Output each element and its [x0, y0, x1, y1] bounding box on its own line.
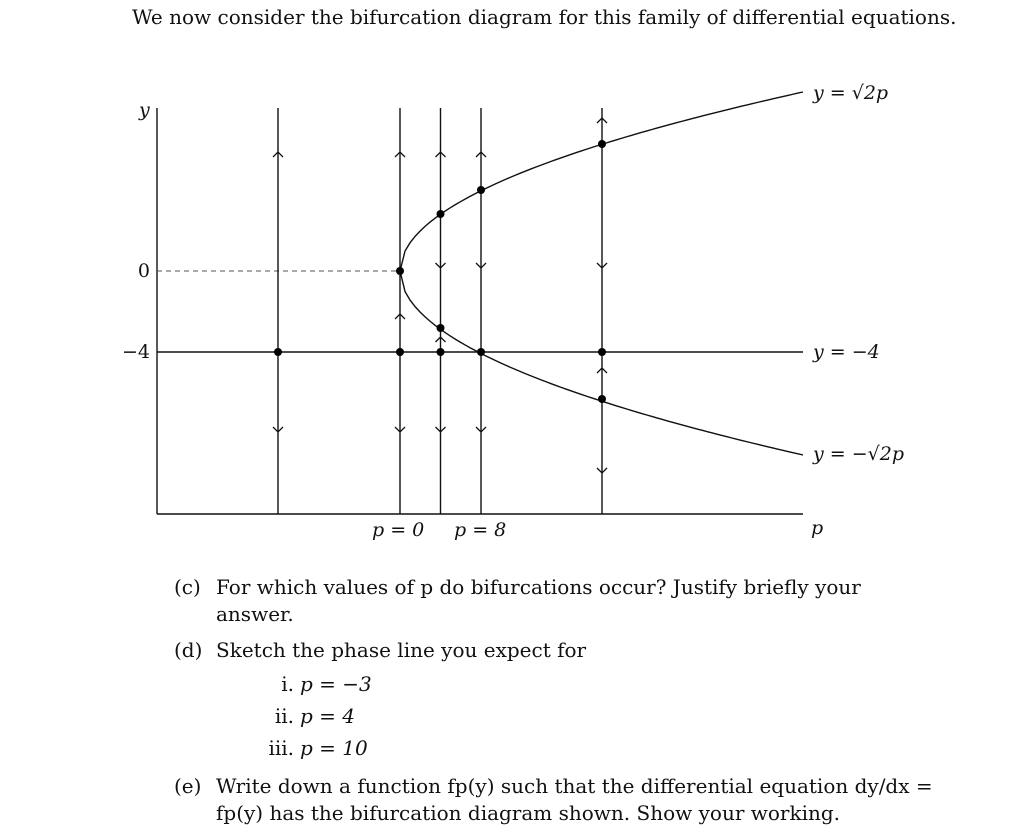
equilibrium-point [598, 348, 606, 356]
p-tick-label: p = 0 [372, 519, 425, 541]
equilibrium-point [437, 348, 445, 356]
question-e-text: Write down a function fp(y) such that the differential equation dy/dx = fp(y) has the bifurcation diagram shown. Show your working. [216, 774, 933, 825]
y-axis-label: y [139, 99, 150, 121]
labels [122, 82, 904, 541]
y-tick-label: −4 [121, 341, 150, 363]
question-d [174, 637, 934, 764]
curve-label-horizontal: y = −4 [813, 341, 880, 363]
question-d-item-text: p = 4 [300, 704, 355, 728]
question-d-item [260, 732, 934, 764]
question-e [174, 773, 934, 827]
equilibrium-point [598, 395, 606, 403]
question-c-label: (c) [174, 575, 201, 599]
question-d-item-label: iii. [268, 736, 294, 760]
questions [174, 574, 934, 836]
question-d-items [260, 668, 934, 764]
equilibrium-point [477, 186, 485, 194]
question-d-text: Sketch the phase line you expect for [216, 638, 587, 662]
phase-lines [273, 108, 607, 514]
question-d-item-label: i. [281, 672, 294, 696]
question-e-label: (e) [174, 774, 202, 798]
equilibrium-point [437, 324, 445, 332]
equilibrium-point [274, 348, 282, 356]
question-c-text: For which values of p do bifurcations occur? Justify briefly your answer. [216, 575, 861, 626]
equilibrium-point [396, 348, 404, 356]
question-d-item [260, 668, 934, 700]
question-d-item-text: p = −3 [300, 672, 372, 696]
equilibrium-point [477, 348, 485, 356]
equilibrium-point [598, 140, 606, 148]
question-d-label: (d) [174, 638, 203, 662]
curve-label-upper: y = √2p [813, 82, 889, 104]
equilibrium-point [437, 210, 445, 218]
curves [157, 92, 803, 455]
y-tick-label: 0 [137, 260, 150, 282]
axes [157, 108, 803, 514]
curve-label-lower: y = −√2p [813, 443, 905, 465]
intro-text: We now consider the bifurcation diagram for this family of differential equations. [132, 5, 957, 29]
p-axis-label: p [811, 517, 824, 539]
equilibrium-point [396, 267, 404, 275]
question-d-item [260, 700, 934, 732]
question-d-item-label: ii. [274, 704, 294, 728]
p-tick-label: p = 8 [454, 519, 507, 541]
question-c [174, 574, 934, 628]
question-d-item-text: p = 10 [300, 736, 368, 760]
